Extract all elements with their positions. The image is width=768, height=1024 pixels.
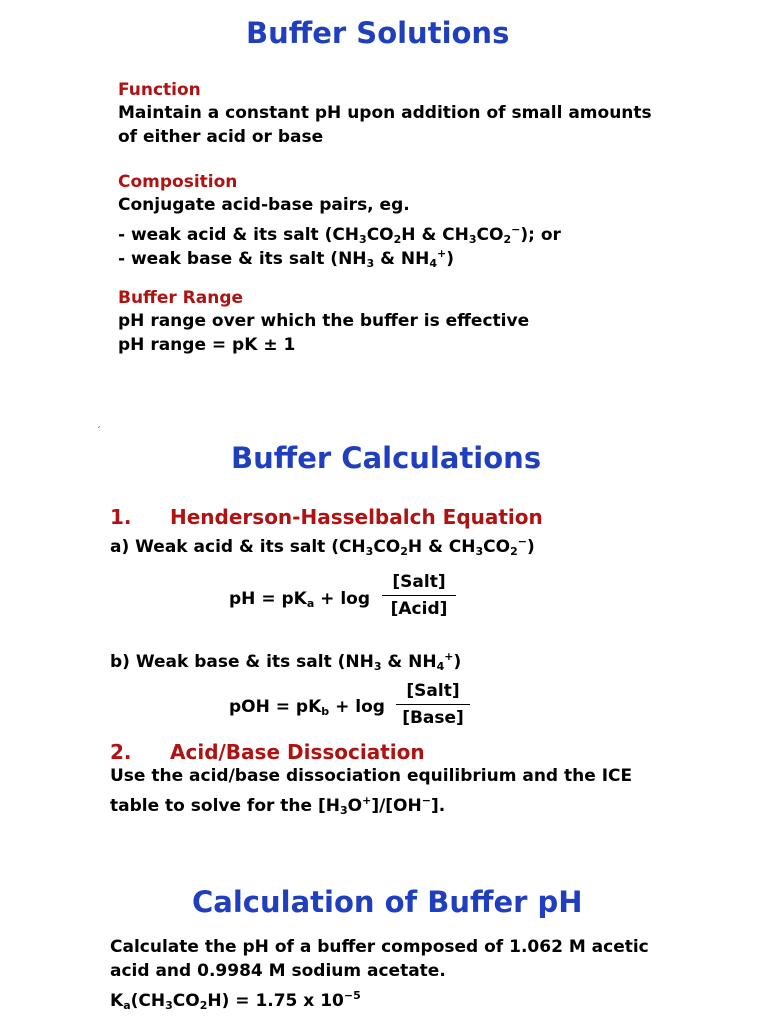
section-2-number: 2.: [110, 740, 132, 764]
buffer-range-line-2: pH range = pK ± 1: [118, 335, 296, 355]
slide1-title: Buffer Solutions: [246, 16, 510, 50]
equation-1-lhs: pH = $pK_a + \log$: [229, 589, 371, 610]
ka-line: $K_a(CH_3CO_2H) = 1.75$ x $10^{-5}$: [110, 989, 361, 1012]
equation-2-fraction: [396, 681, 470, 728]
slide3-title: Calculation of Buffer pH: [192, 885, 583, 919]
buffer-range-heading: Buffer Range: [118, 288, 244, 308]
function-heading: Function: [118, 80, 201, 100]
part-a-line: a) Weak acid & its salt ($CH_3CO_2H$ & $CH_3CO_2^-$): [110, 535, 535, 558]
section-1-number: 1.: [110, 505, 132, 529]
section-2-line-2: table to solve for the $[H_3O^+]/[OH^-]$.: [110, 794, 446, 817]
slide2-title: Buffer Calculations: [231, 441, 542, 475]
equation-2-denominator: [Base]: [402, 708, 464, 728]
problem-line-1: Calculate the pH of a buffer composed of 1.062 M acetic: [110, 937, 649, 957]
part-b-line: b) Weak base & its salt ($NH_3$ & $NH_4^+$): [110, 650, 462, 673]
problem-line-2: acid and 0.9984 M sodium acetate.: [110, 961, 446, 981]
weak-acid-line: - weak acid & its salt ($CH_3CO_2H$ & $CH_3CO_2^-$); or: [118, 223, 561, 246]
section-2-line-1: Use the acid/base dissociation equilibrium and the ICE: [110, 766, 633, 786]
section-2-title: Acid/Base Dissociation: [170, 740, 425, 764]
function-line-1: Maintain a constant pH upon addition of small amounts: [118, 103, 652, 123]
composition-heading: Composition: [118, 172, 238, 192]
buffer-range-line-1: pH range over which the buffer is effective: [118, 311, 530, 331]
weak-base-line: - weak base & its salt ($NH_3$ & $NH_4^+$): [118, 247, 454, 270]
stray-mark: ´: [96, 426, 101, 437]
equation-1-denominator: [Acid]: [390, 599, 448, 619]
equation-2-lhs: pOH = $pK_b + \log$: [229, 697, 385, 718]
function-line-2: of either acid or base: [118, 127, 324, 147]
equation-1-fraction: [382, 572, 456, 619]
equation-1-numerator: [Salt]: [392, 572, 446, 592]
section-1-title: Henderson-Hasselbalch Equation: [170, 505, 543, 529]
composition-line-1: Conjugate acid-base pairs, eg.: [118, 195, 410, 215]
equation-2-numerator: [Salt]: [406, 681, 460, 701]
